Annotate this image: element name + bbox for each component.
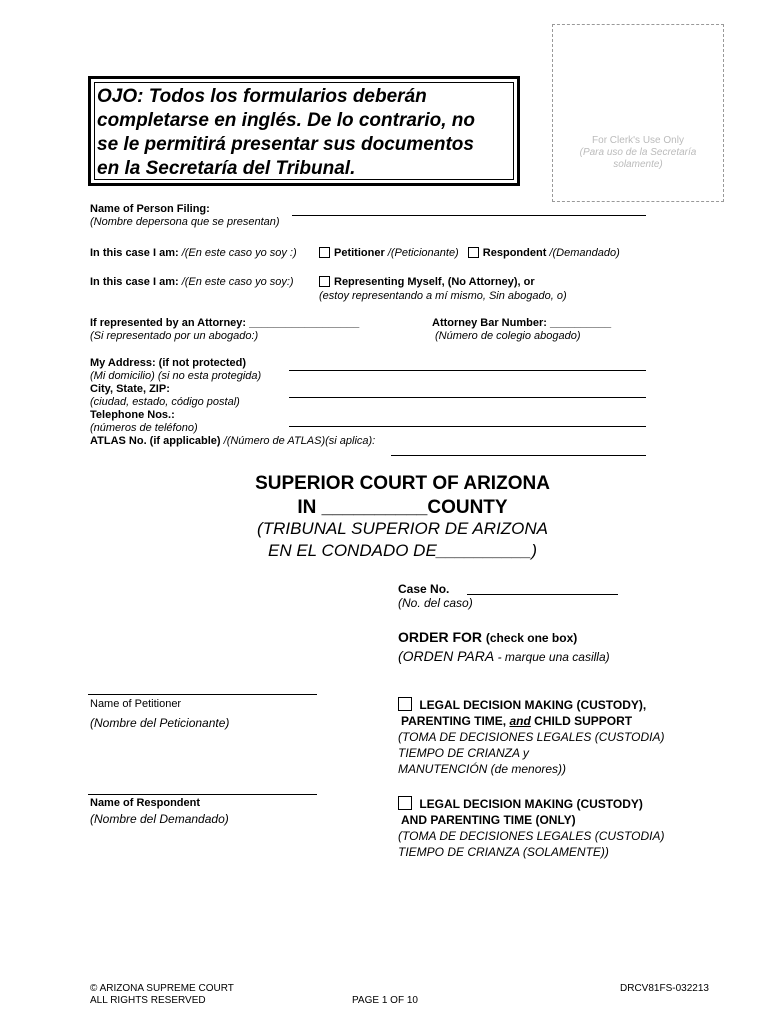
court-subtitle [0, 518, 770, 562]
self-representation-label: Representing Myself, (No Attorney), or [334, 276, 535, 288]
custody-support-label-es-2: TIEMPO DE CRIANZA y [398, 746, 529, 760]
city-field[interactable] [289, 397, 646, 398]
copyright-line-1: © ARIZONA SUPREME COURT [90, 983, 234, 994]
role-options [319, 247, 620, 260]
respondent-name-label-es: (Nombre del Demandado) [90, 812, 229, 826]
warning-text [97, 85, 475, 181]
case-number-label-group [398, 582, 473, 610]
city-label: City, State, ZIP: [90, 383, 170, 395]
respondent-option-label: Respondent [482, 247, 550, 259]
atlas-label: ATLAS No. (if applicable) [90, 435, 224, 447]
clerk-use-box [552, 24, 724, 202]
filer-name-label-group [90, 203, 280, 229]
respondent-name-label: Name of Respondent [90, 797, 201, 809]
petitioner-name-label: Name of Petitioner [90, 698, 182, 710]
attorney-label-es: (Si representado por un abogado:) [90, 330, 259, 342]
case-role-label-2: In this case I am: [90, 276, 182, 288]
custody-support-label-es-1: (TOMA DE DECISIONES LEGALES (CUSTODIA) [398, 730, 665, 744]
order-for-hint-es: - marque una casilla) [497, 650, 610, 664]
case-role-label-group [90, 247, 297, 260]
custody-only-label-es-1: (TOMA DE DECISIONES LEGALES (CUSTODIA) [398, 829, 665, 843]
petitioner-checkbox[interactable] [319, 247, 330, 258]
order-for-label: ORDER FOR [398, 629, 486, 645]
bar-number-label: Attorney Bar Number: __________ [432, 317, 612, 329]
option-custody-only [398, 796, 665, 860]
custody-support-label-es-3: MANUTENCIÓN (de menores)) [398, 762, 567, 776]
custody-only-label-1: LEGAL DECISION MAKING (CUSTODY) [419, 797, 643, 811]
order-for-hint: (check one box) [485, 631, 578, 645]
case-role-label-group-2 [90, 276, 294, 289]
city-label-es: (ciudad, estado, código postal) [90, 396, 240, 408]
clerk-line-1: For Clerk's Use Only [592, 135, 684, 146]
option-custody-support [398, 697, 665, 777]
atlas-label-es: /(Número de ATLAS)(si aplica): [223, 435, 376, 447]
bar-number-label-group [432, 317, 611, 343]
filer-name-field[interactable] [292, 215, 646, 216]
court-title [0, 472, 770, 520]
custody-support-label-and: and [509, 714, 531, 728]
attorney-label-group [90, 317, 359, 343]
warning-line-3: se le permitirá presentar sus documentos [97, 134, 474, 155]
respondent-checkbox[interactable] [468, 247, 479, 258]
warning-line-4: en la Secretaría del Tribunal. [97, 158, 356, 179]
bar-number-label-es: (Número de colegio abogado) [435, 330, 581, 342]
phone-label-es: (números de teléfono) [90, 422, 198, 434]
self-representation-option [319, 276, 567, 303]
custody-support-checkbox[interactable] [398, 697, 412, 711]
filer-name-label: Name of Person Filing: [90, 203, 210, 215]
case-role-label-2-es: /(En este caso yo soy:) [181, 276, 294, 288]
footer-copyright [90, 983, 234, 1007]
petitioner-option-label-es: /(Peticionante) [387, 247, 459, 259]
warning-line-2: completarse en inglés. De lo contrario, no [97, 110, 475, 131]
case-number-field[interactable] [467, 594, 618, 595]
custody-only-label-es-2: TIEMPO DE CRIANZA (SOLAMENTE)) [398, 845, 609, 859]
phone-label: Telephone Nos.: [90, 409, 175, 421]
phone-field[interactable] [289, 426, 646, 427]
self-representation-label-es: (estoy representando a mí mismo, Sin abogado, o) [319, 290, 567, 302]
attorney-label: If represented by an Attorney: __________________ [90, 317, 360, 329]
court-subtitle-line-2: EN EL CONDADO DE__________) [268, 541, 537, 560]
petitioner-option-label: Petitioner [334, 247, 388, 259]
address-label-es: (Mi domicilio) (si no esta protegida) [90, 370, 262, 382]
custody-only-checkbox[interactable] [398, 796, 412, 810]
case-role-label: In this case I am: [90, 247, 182, 259]
warning-line-1: OJO: Todos los formularios deberán [97, 86, 427, 107]
order-for-heading [398, 628, 610, 666]
clerk-use-text [553, 135, 723, 171]
warning-box [88, 76, 520, 186]
filer-name-label-es: (Nombre depersona que se presentan) [90, 216, 280, 228]
atlas-field[interactable] [391, 455, 646, 456]
form-code: DRCV81FS-032213 [620, 983, 709, 994]
page-number: PAGE 1 OF 10 [352, 995, 418, 1006]
case-number-label-es: (No. del caso) [398, 596, 473, 610]
copyright-line-2: ALL RIGHTS RESERVED [90, 995, 206, 1006]
court-title-line-2: IN __________COUNTY [297, 497, 508, 518]
petitioner-name-label-es: (Nombre del Peticionante) [90, 716, 230, 730]
case-role-label-es: /(En este caso yo soy :) [181, 247, 297, 259]
custody-support-label-1: LEGAL DECISION MAKING (CUSTODY), [419, 698, 647, 712]
address-field[interactable] [289, 370, 646, 371]
respondent-name-field[interactable] [88, 794, 317, 795]
case-number-label: Case No. [398, 582, 450, 596]
self-representation-checkbox[interactable] [319, 276, 330, 287]
petitioner-name-field[interactable] [88, 694, 317, 695]
address-label: My Address: (if not protected) [90, 357, 247, 369]
custody-only-label-2: AND PARENTING TIME (ONLY) [401, 813, 576, 827]
respondent-option-label-es: /(Demandado) [549, 247, 620, 259]
custody-support-label-2a: PARENTING TIME, [401, 714, 510, 728]
clerk-line-2: (Para uso de la Secretaría [579, 147, 697, 158]
court-title-line-1: SUPERIOR COURT OF ARIZONA [255, 473, 550, 494]
clerk-line-3: solamente) [613, 159, 663, 170]
custody-support-label-2c: CHILD SUPPORT [530, 714, 633, 728]
order-for-label-es: (ORDEN PARA [398, 648, 498, 664]
court-subtitle-line-1: (TRIBUNAL SUPERIOR DE ARIZONA [257, 519, 548, 538]
